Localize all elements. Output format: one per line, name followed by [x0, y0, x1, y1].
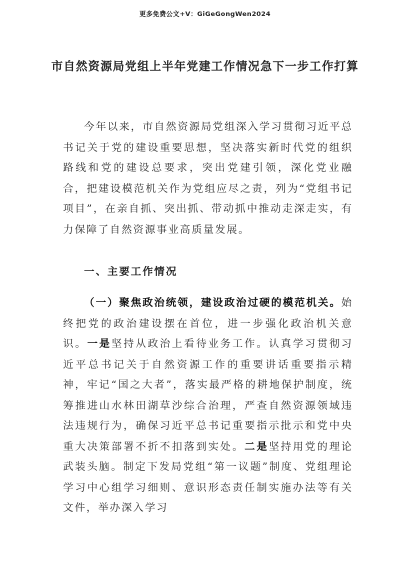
- document-title: 市自然资源局党组上半年党建工作情况急下一步工作打算: [51, 59, 359, 73]
- intro-paragraph: [63, 117, 353, 240]
- subsection-text: 始终把党的政治建设摆在首位，进一步强化政治机关意识。: [63, 297, 353, 350]
- section-heading: 一、主要工作情况: [84, 266, 178, 278]
- section-body: [63, 293, 353, 519]
- point-text: 坚持用党的理论武装头脑。制定下发局党组“第一议题”制度、党组理论学习中心组学习细则、意识形态责任制实施办法等有关文件，举办深入学习: [63, 440, 353, 514]
- point-label: 二是: [244, 440, 269, 453]
- intro-text: 今年以来，市自然资源局党组深入学习贯彻习近平总书记关于党的建设重要思想，坚决落实新时代党的组织路线和党的建设总要求，突出党建引领，深化党业融合，把建设模范机关作为党组应尽之责，列为“党组书记项目”，在亲自抓、突出抓、带动抓中推动走深走实，有力保障了自然资源事业高质量发展。: [63, 121, 353, 236]
- watermark-header: 更多免费公文+V：GiGeGongWen2024: [139, 10, 271, 18]
- subsection-paragraph: [63, 293, 353, 519]
- subsection-heading: （一）聚焦政治统领，建设政治过硬的模范机关。: [84, 297, 342, 309]
- point-label: 一是: [87, 338, 112, 350]
- point-text: 坚持从政治上看待业务工作。认真学习贯彻习近平总书记关于自然资源工作的重要讲话重要指示精神，牢记“国之大者”，落实最严格的耕地保护制度，统筹推进山水林田湖草沙综合治理，严查自然资源领域违法违规行为，确保习近平总书记重要指示批示和党中央重大决策部署不折不扣落到实处。: [63, 338, 353, 453]
